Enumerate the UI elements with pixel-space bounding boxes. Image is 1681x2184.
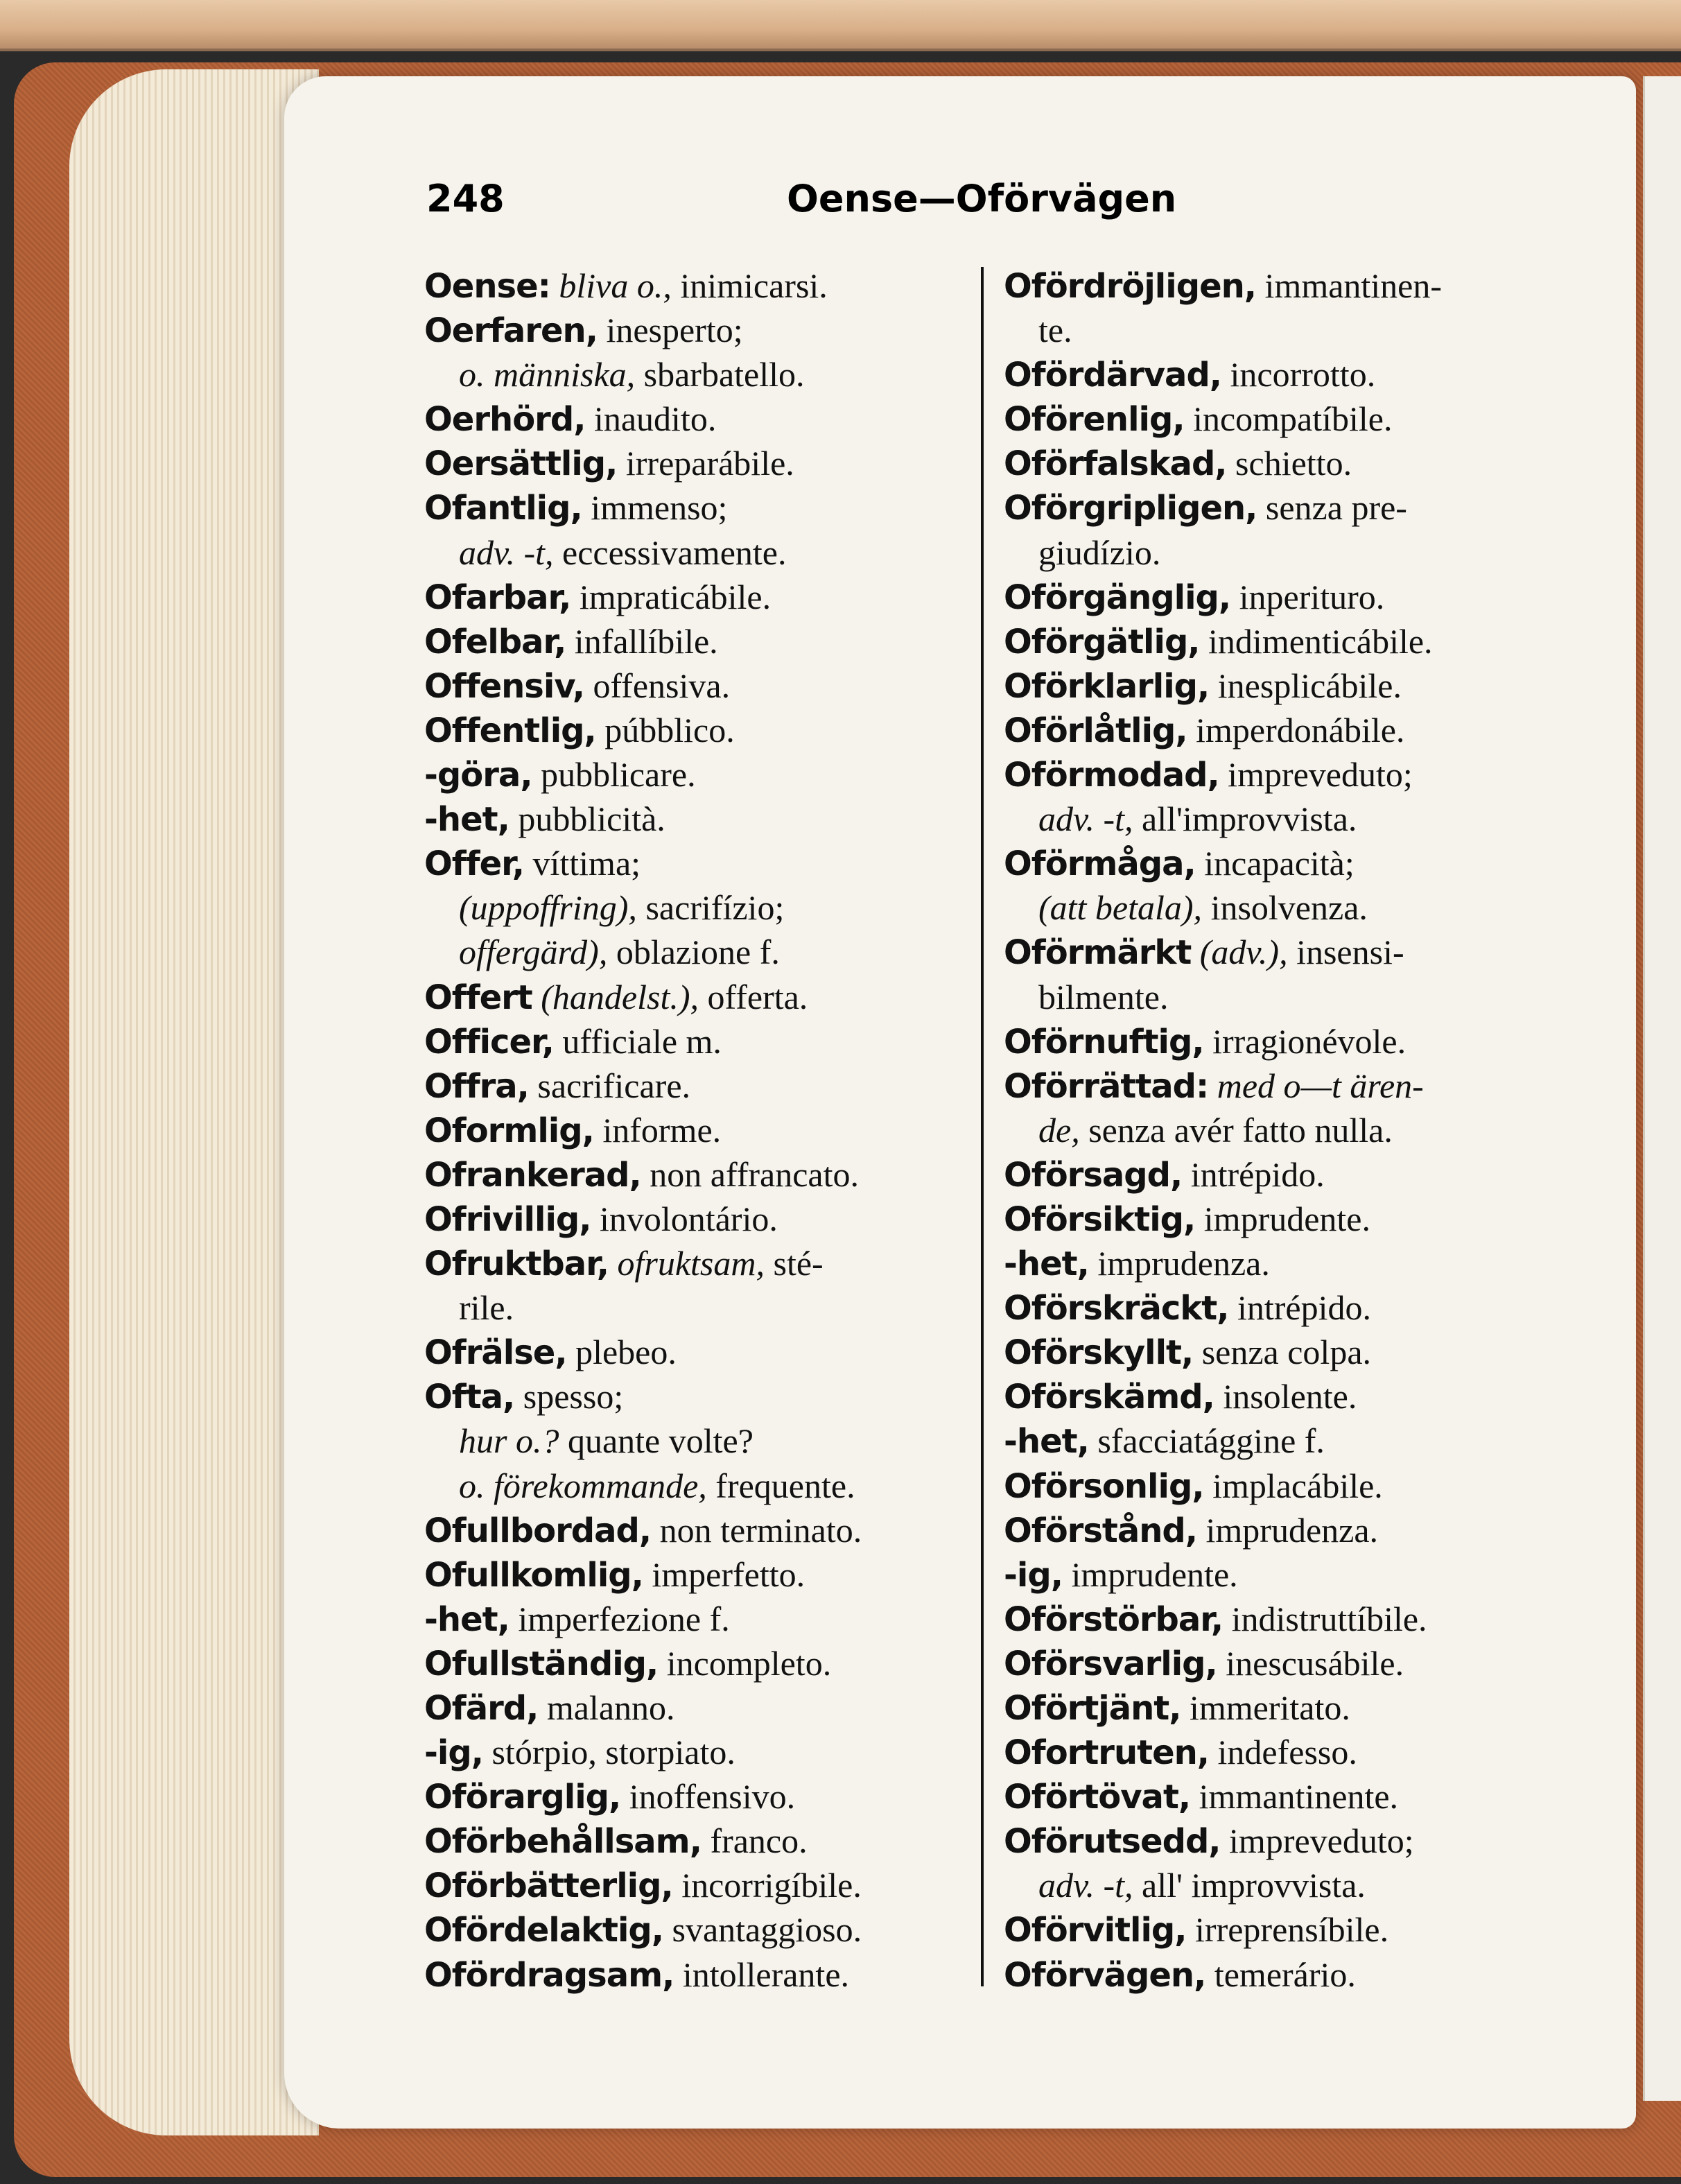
dictionary-entry <box>424 619 993 664</box>
dictionary-entry <box>424 930 993 974</box>
headword: Oförskämd, <box>1004 1378 1214 1417</box>
headword: -ig, <box>1004 1555 1063 1595</box>
translation: plebeo. <box>575 1333 677 1372</box>
headword: Ofarbar, <box>424 578 571 617</box>
headword: Ofrivillig, <box>424 1199 591 1239</box>
headword: Ofta, <box>424 1378 515 1417</box>
dictionary-entry <box>424 397 993 441</box>
headword: Ofördelaktig, <box>424 1911 664 1950</box>
headword: Oförbätterlig, <box>424 1866 673 1906</box>
translation: imprudente. <box>1203 1199 1370 1238</box>
headword: Ofärd, <box>424 1689 539 1728</box>
headword: Oförvitlig, <box>1004 1911 1187 1950</box>
dictionary-entry <box>1004 441 1572 485</box>
dictionary-entry <box>1004 1863 1572 1907</box>
dictionary-entry <box>1004 1464 1572 1508</box>
headword: Offentlig, <box>424 711 596 750</box>
dictionary-entry <box>1004 1774 1572 1819</box>
italic-note: adv. -t, <box>1038 1866 1133 1905</box>
dictionary-entry <box>1004 752 1572 797</box>
dictionary-entry <box>424 308 993 352</box>
translation: immantinente. <box>1199 1777 1399 1817</box>
translation: imprudente. <box>1071 1554 1238 1594</box>
dictionary-entry <box>1004 619 1572 664</box>
dictionary-entry <box>424 263 993 308</box>
translation: all' improvvista. <box>1142 1866 1366 1905</box>
italic-note: adv. -t, <box>1038 799 1133 839</box>
dictionary-entry <box>1004 575 1572 619</box>
translation: intrépido. <box>1190 1154 1325 1194</box>
headword: Offra, <box>424 1066 529 1106</box>
translation: incorrotto. <box>1230 355 1376 395</box>
translation: incompatíbile. <box>1193 399 1393 439</box>
headword: Offert <box>424 978 532 1017</box>
headword: Oförmärkt <box>1004 933 1192 973</box>
headword: Oförskyllt, <box>1004 1333 1194 1373</box>
dictionary-entry <box>424 441 993 485</box>
dictionary-entry <box>424 1907 993 1952</box>
translation: oblazione f. <box>616 933 780 972</box>
translation: non affrancato. <box>650 1154 859 1194</box>
translation: impreveduto; <box>1228 755 1413 795</box>
headword: -het, <box>424 800 509 840</box>
translation: immenso; <box>591 488 728 528</box>
headword: Oformlig, <box>424 1111 594 1150</box>
headword: Oförutsedd, <box>1004 1822 1221 1862</box>
headword: Oförsiktig, <box>1004 1199 1196 1239</box>
dictionary-entry <box>1004 1419 1572 1463</box>
headword: Ofördragsam, <box>424 1955 674 1995</box>
headword: Oförnuftig, <box>1004 1022 1204 1061</box>
left-column <box>424 263 993 1997</box>
dictionary-entry <box>424 1108 993 1152</box>
headword: Oense: <box>424 267 550 306</box>
dictionary-entry <box>1004 885 1572 930</box>
dictionary-entry <box>1004 1241 1572 1285</box>
headword: -göra, <box>424 756 532 795</box>
translation: imprudenza. <box>1205 1510 1379 1550</box>
translation: inesperto; <box>606 311 743 350</box>
dictionary-entry <box>1004 1597 1572 1641</box>
headword: Oförtövat, <box>1004 1778 1191 1817</box>
dictionary-entry <box>1004 1197 1572 1241</box>
dictionary-entry <box>424 708 993 752</box>
dictionary-entry <box>1004 1552 1572 1597</box>
translation: inperituro. <box>1239 577 1385 616</box>
dictionary-entry <box>424 352 993 397</box>
headword: Ofrälse, <box>424 1333 567 1373</box>
translation: púbblico. <box>604 710 735 749</box>
dictionary-entry <box>424 841 993 885</box>
translation: svantaggioso. <box>672 1910 862 1950</box>
translation: imperdonábile. <box>1196 710 1405 749</box>
headword: Oförstörbar, <box>1004 1600 1223 1639</box>
translation: inimicarsi. <box>680 266 828 305</box>
headword: Oerfaren, <box>424 311 598 351</box>
dictionary-entry <box>424 1774 993 1819</box>
translation: schietto. <box>1235 444 1352 483</box>
dictionary-entry <box>1004 1108 1572 1152</box>
dictionary-entry <box>1004 530 1572 575</box>
translation: sté- <box>773 1244 824 1283</box>
translation: sbarbatello. <box>643 355 805 395</box>
headword: -het, <box>424 1600 509 1639</box>
headword: Oersättlig, <box>424 444 618 484</box>
translation: víttima; <box>532 844 641 883</box>
dictionary-entry <box>1004 1641 1572 1685</box>
dictionary-entry <box>424 1952 993 1997</box>
italic-note: hur o.? <box>459 1421 559 1461</box>
dictionary-entry <box>424 1819 993 1863</box>
dictionary-entry <box>1004 1819 1572 1863</box>
dictionary-entry <box>1004 352 1572 397</box>
dictionary-entry <box>1004 308 1572 352</box>
dictionary-entry <box>1004 930 1572 974</box>
headword: Oförstånd, <box>1004 1511 1198 1550</box>
translation: senza colpa. <box>1201 1333 1372 1372</box>
dictionary-entry <box>1004 1730 1572 1774</box>
translation: sfacciatággine f. <box>1097 1421 1325 1461</box>
translation: irreprensíbile. <box>1195 1910 1389 1950</box>
translation: sacrifízio; <box>645 888 785 928</box>
dictionary-entry <box>424 752 993 797</box>
translation: eccessivamente. <box>562 532 787 572</box>
headword: Oförsvarlig, <box>1004 1644 1217 1683</box>
dictionary-entry <box>424 664 993 708</box>
italic-note: o. människa, <box>459 355 636 395</box>
dictionary-entry <box>424 575 993 619</box>
translation: irreparábile. <box>625 444 794 483</box>
dictionary-entry <box>1004 1907 1572 1952</box>
right-column <box>1004 263 1572 1997</box>
italic-note: (handelst.), <box>541 977 699 1016</box>
translation: inoffensivo. <box>629 1777 796 1817</box>
dictionary-entry <box>1004 397 1572 441</box>
italic-note: de, <box>1038 1110 1080 1150</box>
dictionary-entry <box>1004 263 1572 308</box>
translation: imprudenza. <box>1097 1244 1270 1283</box>
dictionary-entry <box>1004 1285 1572 1330</box>
translation: indistruttíbile. <box>1231 1599 1427 1638</box>
dictionary-entry <box>424 1508 993 1552</box>
translation: te. <box>1038 311 1072 350</box>
translation: senza pre- <box>1265 488 1407 528</box>
headword: Ofantlig, <box>424 489 582 528</box>
translation: intrépido. <box>1237 1288 1371 1328</box>
translation: inescusábile. <box>1226 1643 1404 1683</box>
translation: insolvenza. <box>1210 888 1368 928</box>
page-edges <box>69 69 319 2135</box>
headword: Oförmåga, <box>1004 844 1196 884</box>
italic-note: (att betala), <box>1038 888 1203 928</box>
headword: Ofullständig, <box>424 1644 659 1683</box>
translation: bilmente. <box>1038 977 1169 1016</box>
translation: informe. <box>602 1110 722 1150</box>
italic-note: o. förekommande, <box>459 1466 707 1505</box>
headword: Oförklarlig, <box>1004 666 1210 706</box>
italic-note: offergärd), <box>459 933 608 972</box>
headword: Oförmodad, <box>1004 756 1219 795</box>
headword: Oförgripligen, <box>1004 489 1257 528</box>
headword: Oförarglig, <box>424 1778 621 1817</box>
headword: Oerhörd, <box>424 400 586 440</box>
italic-note: (adv.), <box>1199 933 1288 972</box>
translation: inaudito. <box>593 399 717 439</box>
dictionary-entry <box>424 1064 993 1108</box>
translation: insensi- <box>1296 933 1404 972</box>
headword: Ofullbordad, <box>424 1511 652 1550</box>
italic-note: (uppoffring), <box>459 888 637 928</box>
translation: incompleto. <box>666 1643 832 1683</box>
dictionary-entry <box>1004 797 1572 841</box>
dictionary-entry <box>424 1330 993 1374</box>
translation: impraticábile. <box>579 577 772 616</box>
dictionary-entry <box>424 1019 993 1064</box>
headword: Ofortruten, <box>1004 1733 1210 1773</box>
dictionary-entry <box>424 530 993 575</box>
translation: implacábile. <box>1212 1466 1383 1505</box>
translation: giudízio. <box>1038 532 1161 572</box>
translation: frequente. <box>715 1466 855 1505</box>
translation: franco. <box>710 1821 808 1861</box>
dictionary-entry <box>424 485 993 530</box>
translation: imperfezione f. <box>518 1599 730 1638</box>
headword: Ofullkomlig, <box>424 1555 643 1595</box>
dictionary-entry <box>424 1863 993 1907</box>
translation: incorrigíbile. <box>681 1866 862 1905</box>
page-header <box>426 177 1542 232</box>
headword: -ig, <box>424 1733 483 1773</box>
italic-note: med o—t ären- <box>1217 1066 1424 1105</box>
headword: Oförbehållsam, <box>424 1822 702 1862</box>
translation: intollerante. <box>682 1955 850 1994</box>
headword: Oförtjänt, <box>1004 1689 1181 1728</box>
translation: infallíbile. <box>574 621 718 661</box>
translation: immantinen- <box>1264 266 1443 305</box>
dictionary-entry <box>1004 708 1572 752</box>
dictionary-entry <box>1004 1152 1572 1197</box>
headword: Oförvägen, <box>1004 1955 1206 1995</box>
dictionary-entry <box>1004 841 1572 885</box>
dictionary-entry <box>1004 975 1572 1019</box>
headword: Ofrankerad, <box>424 1155 641 1195</box>
headword: Oförlåtlig, <box>1004 711 1187 750</box>
dictionary-entry <box>1004 1508 1572 1552</box>
translation: temerário. <box>1214 1955 1356 1994</box>
column-divider <box>981 267 984 1986</box>
headword: -het, <box>1004 1245 1089 1284</box>
italic-note: ofruktsam, <box>617 1244 765 1283</box>
facing-page-edge <box>1643 76 1681 2101</box>
translation: incapacità; <box>1204 844 1355 883</box>
dictionary-entry <box>1004 1374 1572 1419</box>
translation: spesso; <box>523 1377 624 1416</box>
headword: Oförsonlig, <box>1004 1466 1204 1506</box>
headword: Ofelbar, <box>424 622 566 661</box>
translation: ufficiale m. <box>562 1021 722 1061</box>
headword: Officer, <box>424 1022 554 1061</box>
headword: Oförenlig, <box>1004 400 1185 440</box>
translation: imperfetto. <box>652 1554 805 1594</box>
translation: irragionévole. <box>1212 1021 1406 1061</box>
translation: malanno. <box>546 1688 675 1727</box>
dictionary-entry <box>424 1641 993 1685</box>
headword: Oförskräckt, <box>1004 1289 1229 1328</box>
dictionary-entry <box>424 1241 993 1285</box>
translation: quante volte? <box>567 1421 754 1461</box>
headword: Ofördärvad, <box>1004 356 1222 395</box>
translation: indimenticábile. <box>1208 621 1433 661</box>
wooden-shelf <box>0 0 1681 51</box>
italic-note: adv. -t, <box>459 532 554 572</box>
dictionary-entry <box>1004 1330 1572 1374</box>
dictionary-entry <box>424 1730 993 1774</box>
translation: immeritato. <box>1189 1688 1350 1727</box>
translation: inesplicábile. <box>1217 666 1402 705</box>
dictionary-entry <box>1004 664 1572 708</box>
translation: sacrificare. <box>537 1066 691 1105</box>
headword: Ofruktbar, <box>424 1245 609 1284</box>
translation: all'improvvista. <box>1142 799 1357 839</box>
headword: Oförgätlig, <box>1004 622 1200 661</box>
dictionary-entry <box>424 885 993 930</box>
translation: offerta. <box>707 977 808 1016</box>
translation: senza avér fatto nulla. <box>1088 1110 1393 1150</box>
headword: Offensiv, <box>424 666 584 706</box>
dictionary-entry <box>424 1597 993 1641</box>
headword: Oförgänglig, <box>1004 578 1231 617</box>
dictionary-entry <box>424 797 993 841</box>
dictionary-entry <box>424 975 993 1019</box>
translation: offensiva. <box>593 666 731 705</box>
dictionary-entry <box>1004 1064 1572 1108</box>
headword: Oförrättad: <box>1004 1066 1209 1106</box>
page-number: 248 <box>426 177 505 220</box>
dictionary-entry <box>424 1552 993 1597</box>
dictionary-entry <box>424 1197 993 1241</box>
translation: indefesso. <box>1217 1733 1357 1772</box>
dictionary-entry <box>424 1152 993 1197</box>
headword: Offer, <box>424 844 524 884</box>
translation: impreveduto; <box>1229 1821 1414 1861</box>
dictionary-entry <box>424 1285 993 1330</box>
translation: pubblicità. <box>518 799 665 839</box>
dictionary-entry <box>1004 485 1572 530</box>
translation: non terminato. <box>659 1510 862 1550</box>
headword: Ofördröjligen, <box>1004 267 1257 306</box>
dictionary-entry <box>424 1374 993 1419</box>
translation: involontário. <box>600 1199 778 1238</box>
headword: Oförsagd, <box>1004 1155 1183 1195</box>
running-head: Oense—Oförvägen <box>787 177 1177 220</box>
dictionary-entry <box>1004 1019 1572 1064</box>
italic-note: bliva o., <box>559 266 672 305</box>
translation: stórpio, storpiato. <box>491 1733 735 1772</box>
dictionary-entry <box>1004 1685 1572 1730</box>
dictionary-entry <box>424 1685 993 1730</box>
headword: Oförfalskad, <box>1004 444 1227 484</box>
dictionary-entry <box>1004 1952 1572 1997</box>
translation: rile. <box>459 1288 514 1328</box>
translation: insolente. <box>1223 1377 1357 1416</box>
dictionary-entry <box>424 1464 993 1508</box>
dictionary-entry <box>424 1419 993 1463</box>
headword: -het, <box>1004 1422 1089 1462</box>
translation: pubblicare. <box>541 755 696 795</box>
